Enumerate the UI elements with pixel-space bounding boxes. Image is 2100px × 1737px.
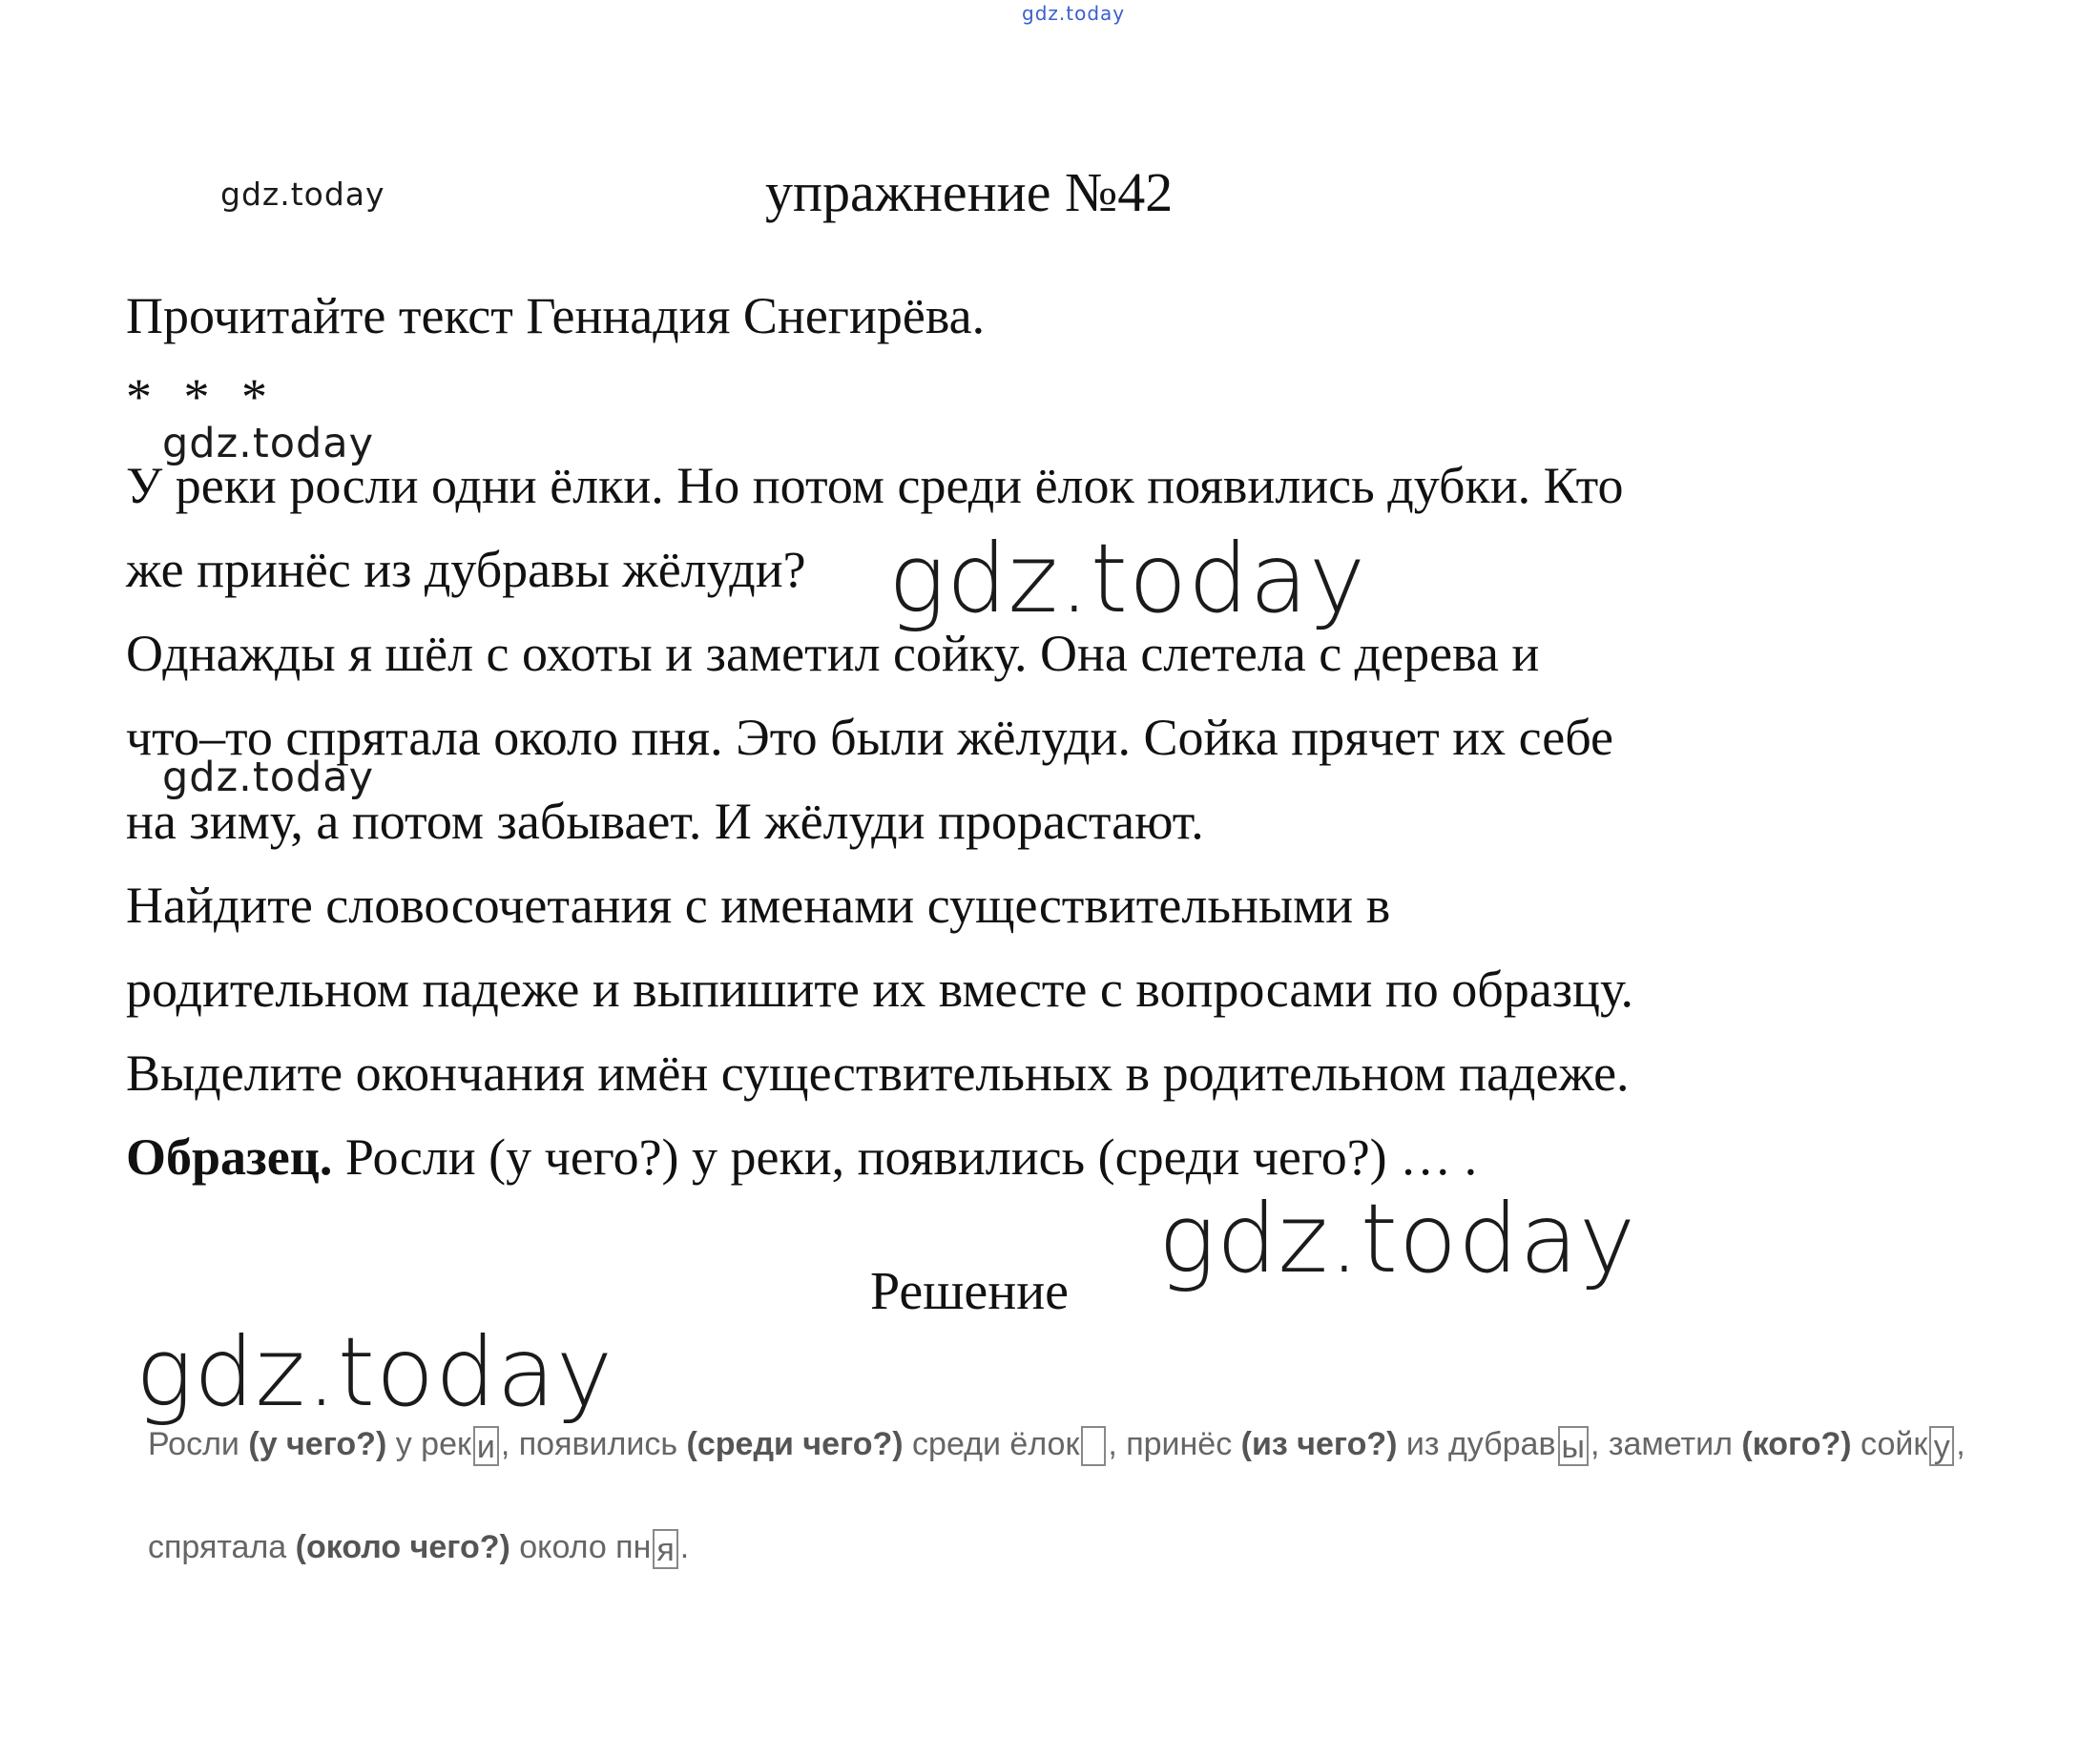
- sample-line: [126, 1127, 1477, 1187]
- sample-label: Образец.: [126, 1128, 333, 1186]
- answer-text: у рек: [386, 1426, 471, 1462]
- ending-box: и: [473, 1426, 499, 1466]
- answer-line: [148, 1529, 689, 1569]
- text-line: что–то спрятала около пня. Это были жёлуди. Сойка прячет их себе: [126, 709, 1613, 766]
- watermark-small: gdz.today: [220, 176, 385, 213]
- answer-text: , заметил: [1590, 1426, 1742, 1462]
- answer-text: среди ёлок: [903, 1426, 1080, 1462]
- answer-question: (среди чего?): [686, 1426, 904, 1462]
- answer-text: спрятала: [148, 1529, 296, 1565]
- watermark-large: gdz.today: [1158, 1183, 1637, 1294]
- ending-box: ы: [1558, 1426, 1589, 1466]
- text-line: Однажды я шёл с охоты и заметил сойку. Она слетела с дерева и: [126, 625, 1540, 682]
- answer-text: .: [679, 1529, 690, 1565]
- answer-question: (из чего?): [1240, 1426, 1398, 1462]
- answer-question: (кого?): [1741, 1426, 1852, 1462]
- answer-text: , появились: [500, 1426, 687, 1462]
- answer-text: Росли: [148, 1426, 249, 1462]
- answer-text: , принёс: [1108, 1426, 1241, 1462]
- watermark-small: gdz.today: [162, 420, 375, 467]
- answer-text: ,: [1956, 1426, 1965, 1462]
- text-separator: * * *: [126, 368, 277, 425]
- sample-text: Росли (у чего?) у реки, появились (среди чего?) … .: [332, 1128, 1478, 1186]
- ending-box: у: [1929, 1426, 1954, 1466]
- ending-box: я: [653, 1529, 677, 1569]
- instruction-line: Найдите словосочетания с именами существительными в: [126, 877, 1391, 934]
- watermark-small: gdz.today: [162, 754, 375, 801]
- watermark-large: gdz.today: [888, 523, 1367, 634]
- answer-question: (у чего?): [248, 1426, 387, 1462]
- text-line: же принёс из дубравы жёлуди?: [126, 541, 806, 598]
- text-line: на зиму, а потом забывает. И жёлуди прорастают.: [126, 793, 1204, 850]
- exercise-title: упражнение №42: [765, 161, 1174, 223]
- answer-line: [148, 1426, 1965, 1466]
- ending-box: [1081, 1426, 1106, 1466]
- watermark-large: gdz.today: [135, 1316, 614, 1428]
- text-line: У реки росли одни ёлки. Но потом среди ёлок появились дубки. Кто: [126, 457, 1624, 514]
- solution-title: Решение: [870, 1262, 1070, 1321]
- answer-question: (около чего?): [295, 1529, 510, 1565]
- answer-text: сойк: [1851, 1426, 1928, 1462]
- answer-text: около пн: [509, 1529, 652, 1565]
- watermark-top: gdz.today: [1022, 2, 1126, 25]
- answer-text: из дубрав: [1397, 1426, 1556, 1462]
- task-intro: Прочитайте текст Геннадия Снегирёва.: [126, 287, 986, 344]
- instruction-line: Выделите окончания имён существительных в родительном падеже.: [126, 1044, 1630, 1102]
- instruction-line: родительном падеже и выпишите их вместе с вопросами по образцу.: [126, 961, 1634, 1018]
